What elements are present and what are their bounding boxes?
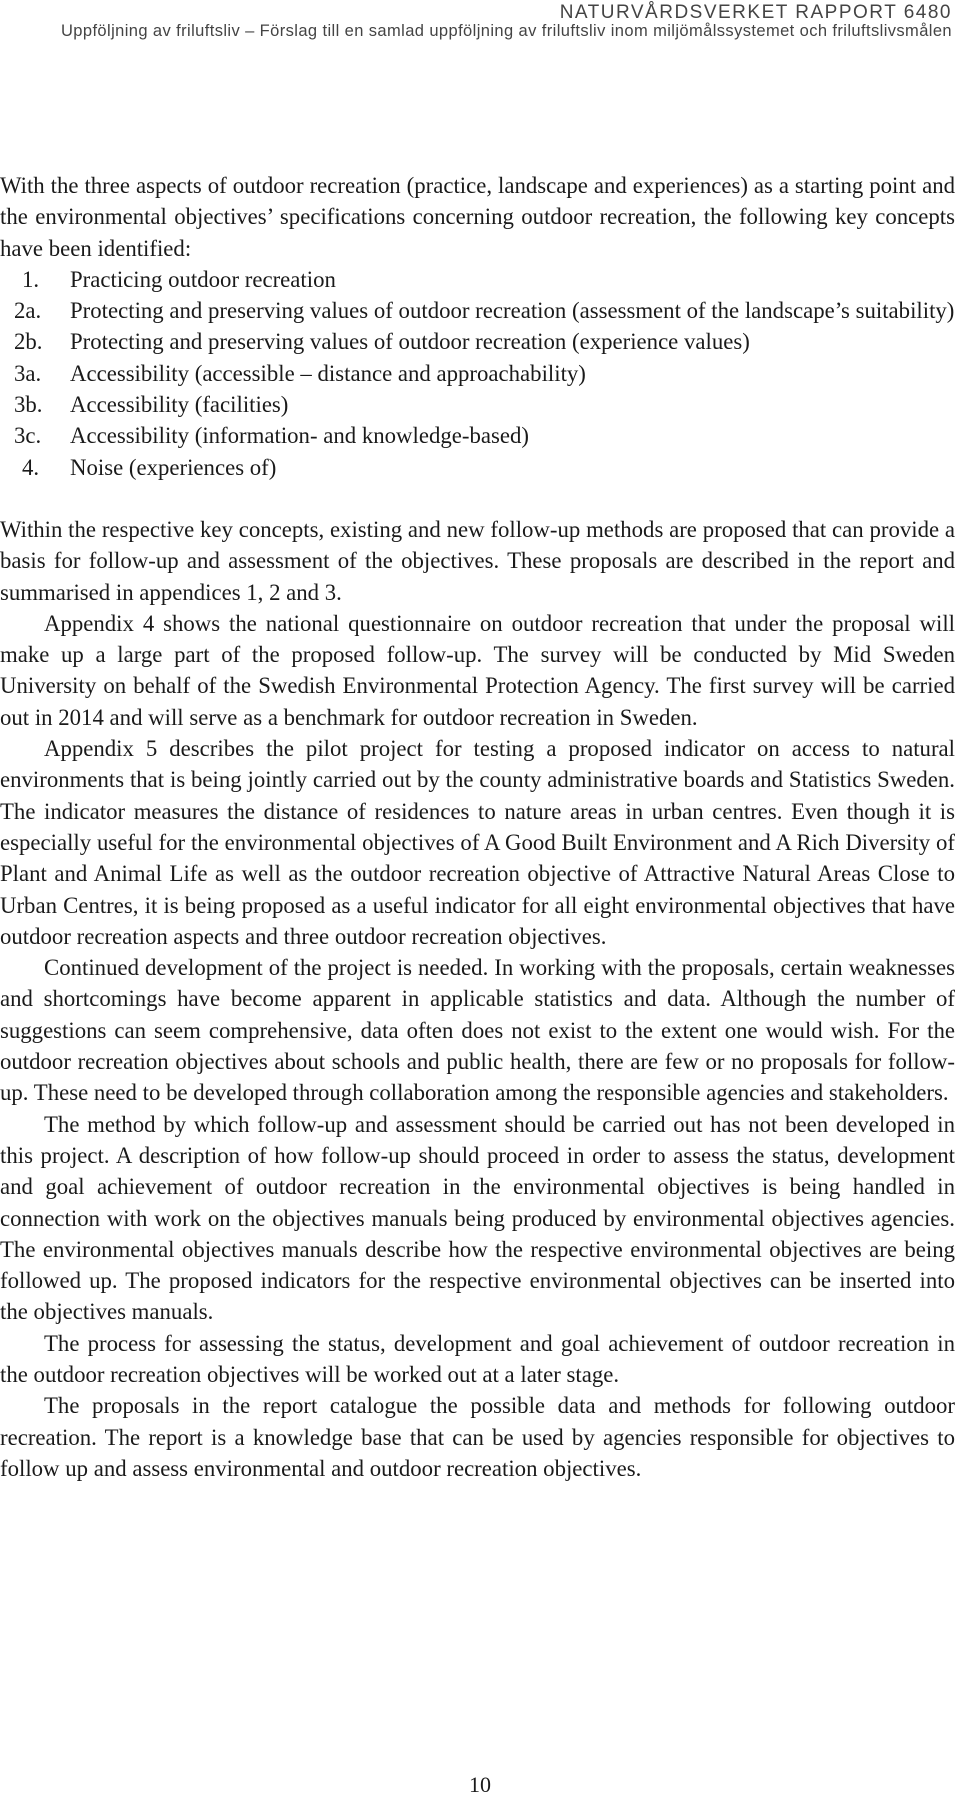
page-number: 10 <box>469 1772 491 1797</box>
list-item-text: Accessibility (facilities) <box>70 392 289 418</box>
paragraph-spacer <box>0 483 955 514</box>
list-item-number: 3c. <box>14 423 42 449</box>
document-body <box>0 170 955 1484</box>
list-item-text: Accessibility (accessible – distance and approachability) <box>70 360 586 386</box>
list-item-text: Accessibility (information- and knowledge-based) <box>70 423 529 449</box>
body-paragraph: Continued development of the project is needed. In working with the proposals, certain weaknesses and shortcomings have become apparent in applicable statistics and data. Although the number of suggestions can seem comprehensive, data often does not exist to the extent one would wish. For the outdoor recreation objectives about schools and public health, there are few or no proposals for follow-up. These need to be developed through collaboration among the responsible agencies and stakeholders. <box>0 955 955 1106</box>
body-paragraph: Appendix 4 shows the national questionnaire on outdoor recreation that under the proposal will make up a large part of the proposed follow-up. The survey will be conducted by Mid Sweden University on behalf of the Swedish Environmental Protection Agency. The first survey will be carried out in 2014 and will serve as a benchmark for outdoor recreation in Sweden. <box>0 610 955 730</box>
report-subtitle: Uppföljning av friluftsliv – Förslag till en samlad uppföljning av friluftsliv inom miljömålssystemet och friluftslivsmålen <box>60 22 952 40</box>
list-item <box>0 326 955 357</box>
list-item <box>0 295 955 326</box>
list-item-number: 3b. <box>14 392 43 418</box>
body-paragraph: The process for assessing the status, development and goal achievement of outdoor recreation in the outdoor recreation objectives will be worked out at a later stage. <box>0 1330 955 1387</box>
body-paragraph: The method by which follow-up and assessment should be carried out has not been developed in this project. A description of how follow-up should proceed in order to assess the status, development and goal achievement of outdoor recreation in the environmental objectives is being handled in connection with work on the objectives manuals being produced by environmental objectives agencies. The environmental objectives manuals describe how the respective environmental objectives are being followed up. The proposed indicators for the respective environmental objectives can be inserted into the objectives manuals. <box>0 1111 955 1325</box>
list-item-text: Protecting and preserving values of outdoor recreation (experience values) <box>70 329 750 355</box>
list-item-number: 2b. <box>14 329 43 355</box>
list-item <box>0 420 955 451</box>
intro-paragraph: With the three aspects of outdoor recreation (practice, landscape and experiences) as a starting point and the environmental objectives’ specifications concerning outdoor recreation, the following key concepts have been identified: <box>0 173 955 261</box>
list-item <box>0 389 955 420</box>
list-item-text: Practicing outdoor recreation <box>70 266 336 292</box>
list-item <box>0 452 955 483</box>
list-item-text: Protecting and preserving values of outdoor recreation (assessment of the landscape’s suitability) <box>70 298 955 324</box>
list-item <box>0 264 955 295</box>
list-item-text: Noise (experiences of) <box>70 454 277 480</box>
key-concepts-list <box>0 264 955 483</box>
report-title: NATURVÅRDSVERKET RAPPORT 6480 <box>559 2 952 23</box>
body-paragraph: The proposals in the report catalogue the possible data and methods for following outdoor recreation. The report is a knowledge base that can be used by agencies responsible for objectives to follow up and assess environmental and outdoor recreation objectives. <box>0 1393 955 1481</box>
list-item-number: 1. <box>22 266 40 292</box>
list-item-number: 4. <box>22 454 40 480</box>
body-paragraph: Within the respective key concepts, existing and new follow-up methods are proposed that can provide a basis for follow-up and assessment of the objectives. These proposals are described in the report and summarised in appendices 1, 2 and 3. <box>0 516 955 605</box>
body-paragraph: Appendix 5 describes the pilot project for testing a proposed indicator on access to natural environments that is being jointly carried out by the county administrative boards and Statistics Sweden. The indicator measures the distance of residences to nature areas in urban centres. Even though it is especially useful for the environmental objectives of A Good Built Environment and A Rich Diversity of Plant and Animal Life as well as the outdoor recreation objective of Attractive Natural Areas Close to Urban Centres, it is being proposed as a useful indicator for all eight environmental objectives that have outdoor recreation aspects and three outdoor recreation objectives. <box>0 736 955 949</box>
list-item-number: 2a. <box>14 298 42 324</box>
list-item <box>0 358 955 389</box>
list-item-number: 3a. <box>14 360 42 386</box>
